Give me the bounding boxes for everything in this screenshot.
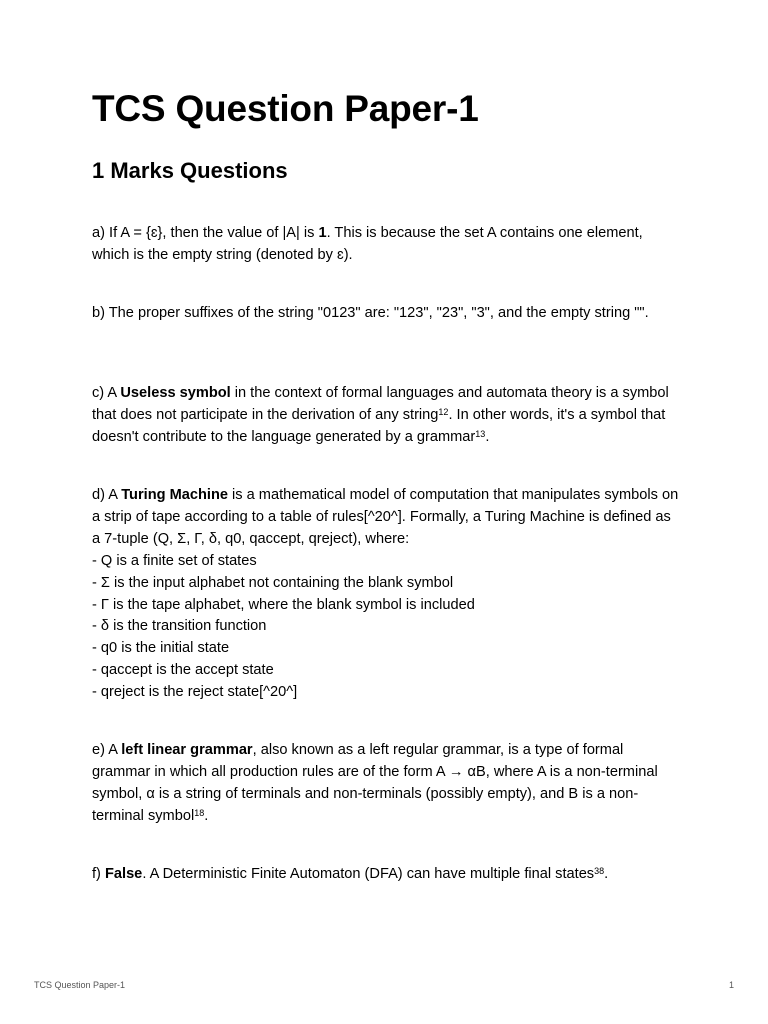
question-b-text: b) The proper suffixes of the string "0123" are: "123", "23", "3", and the empty string "". xyxy=(92,305,649,321)
answer-bold: False xyxy=(104,866,143,882)
question-f-text: f) False. A Deterministic Finite Automaton (DFA) can have multiple final states$^{38}$. xyxy=(92,866,609,882)
list-item: - Γ is the tape alphabet, where the blank symbol is included xyxy=(92,596,475,613)
footnote-ref: 13 xyxy=(475,428,486,439)
list-item: - δ is the transition function xyxy=(92,618,267,635)
question-e xyxy=(92,740,682,828)
list-item: - Q is a finite set of states xyxy=(92,552,257,569)
term-bold: Turing Machine xyxy=(121,487,228,503)
list-item: - qaccept is the accept state xyxy=(92,662,274,679)
term-bold: left linear grammar xyxy=(121,742,253,758)
question-d xyxy=(92,485,682,704)
question-f xyxy=(92,864,682,886)
footnote-ref: 18 xyxy=(194,807,205,818)
section-heading: 1 Marks Questions xyxy=(92,158,288,183)
list-item: - qreject is the reject state[^20^] xyxy=(92,684,298,701)
question-e-text: e) A left linear grammar, also known as a left regular grammar, is a type of formal grammar in which all production rules are of the form A → αB, where A is a non-terminal symbol, α is a string of terminals and non-terminals (possibly empty), and B is a non-terminal symbol$^{18}$. xyxy=(92,742,658,824)
question-a xyxy=(92,223,682,267)
question-b xyxy=(92,303,682,325)
footnote-ref: 12 xyxy=(438,406,449,417)
question-c-text: c) A Useless symbol in the context of formal languages and automata theory is a symbol that does not participate in the derivation of any string$^{12}$. In other words, it's a symbol that doesn't contribute to the language generated by a grammar$^{13}$. xyxy=(92,385,669,445)
footnote-ref: 38 xyxy=(594,866,605,876)
list-item: - q0 is the initial state xyxy=(92,640,230,657)
question-a-text: a) If A = {ɛ}, then the value of |A| is 1. This is because the set A contains one element, which is the empty string (denoted by ɛ). xyxy=(92,225,643,263)
list-item: - Σ is the input alphabet not containing the blank symbol xyxy=(92,574,454,591)
footer-title: TCS Question Paper-1 xyxy=(34,980,126,990)
page-number: 1 xyxy=(728,980,734,990)
question-c xyxy=(92,383,682,449)
term-bold: Useless symbol xyxy=(120,385,231,401)
page-title: TCS Question Paper-1 xyxy=(92,88,479,129)
answer-bold: 1 xyxy=(318,225,327,241)
question-d-text: d) A Turing Machine is a mathematical model of computation that manipulates symbols on a strip of tape according to a table of rules[^20^]. Formally, a Turing Machine is defined as a 7-tuple (Q, Σ, Γ, δ, q0, qaccept, qreject), where: xyxy=(92,487,679,547)
